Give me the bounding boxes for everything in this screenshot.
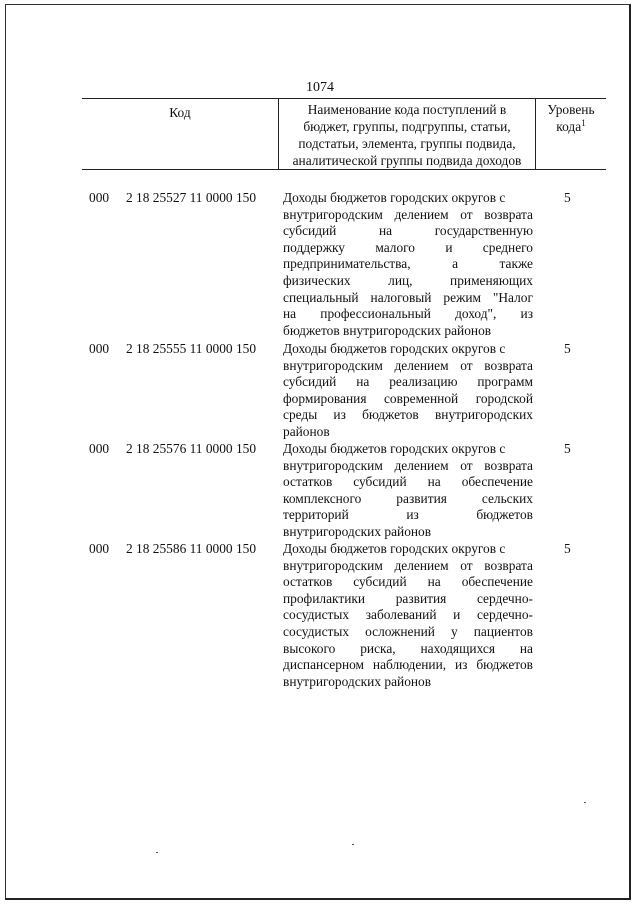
code-level: 5 bbox=[564, 541, 571, 556]
revenue-name-line: субсидий на государственную bbox=[283, 223, 533, 239]
revenue-name bbox=[283, 441, 533, 541]
header-code: Код bbox=[169, 105, 191, 120]
revenue-name-line: поддержку малого и среднего bbox=[283, 239, 533, 255]
admin-code: 000 bbox=[89, 341, 110, 356]
revenue-name-line: районов bbox=[283, 423, 330, 439]
revenue-name-line: профилактики развития сердечно- bbox=[283, 590, 533, 606]
revenue-name-line: внутригородским делением от возврата bbox=[283, 206, 533, 222]
header-name-line: бюджет, группы, подгруппы, статьи, bbox=[303, 119, 511, 134]
revenue-name-line: сосудистых заболеваний и сердечно- bbox=[283, 607, 533, 623]
revenue-name-line: остатков субсидий на обеспечение bbox=[283, 474, 533, 490]
revenue-name-line: остатков субсидий на обеспечение bbox=[283, 574, 533, 590]
revenue-name bbox=[283, 541, 533, 690]
revenue-code: 2 18 25527 11 0000 150 bbox=[126, 190, 257, 205]
header-level-word: кода bbox=[556, 119, 582, 134]
admin-code: 000 bbox=[89, 441, 110, 456]
scan-speck bbox=[156, 852, 158, 853]
code-level: 5 bbox=[564, 441, 571, 456]
revenue-name-line: внутригородских районов bbox=[283, 673, 432, 689]
revenue-name-line: высокого риска, находящихся на bbox=[283, 640, 533, 656]
revenue-name-line: комплексного развития сельских bbox=[283, 490, 533, 506]
revenue-name-line: Доходы бюджетов городских округов с bbox=[283, 341, 506, 356]
revenue-name-line: физических лиц, применяющих bbox=[283, 272, 533, 288]
revenue-name-line: среды из бюджетов внутригородских bbox=[283, 407, 533, 423]
revenue-name-line: Доходы бюджетов городских округов с bbox=[283, 441, 506, 456]
header-level-line1: Уровень bbox=[547, 102, 595, 117]
header-name-line: аналитической группы подвида доходов bbox=[292, 153, 522, 168]
revenue-code: 2 18 25555 11 0000 150 bbox=[126, 341, 257, 356]
revenue-name-line: на профессиональный доход", из bbox=[283, 306, 533, 322]
revenue-name-line: Доходы бюджетов городских округов с bbox=[283, 190, 506, 205]
revenue-name-line: субсидий на реализацию программ bbox=[283, 374, 533, 390]
code-level: 5 bbox=[564, 190, 571, 205]
scan-speck bbox=[352, 844, 354, 845]
revenue-name-line: формирования современной городской bbox=[283, 390, 533, 406]
header-name-line: подстатьи, элемента, группы подвида, bbox=[298, 136, 516, 151]
revenue-name-line: территорий из бюджетов bbox=[283, 507, 533, 523]
revenue-name-line: внутригородских районов bbox=[283, 523, 432, 539]
page-number: 1074 bbox=[306, 80, 334, 95]
header-level bbox=[536, 99, 606, 169]
revenue-name-line: специальный налоговый режим "Налог bbox=[283, 289, 533, 305]
header-name-line: Наименование кода поступлений в bbox=[307, 102, 507, 117]
table-header bbox=[82, 98, 606, 170]
scan-speck bbox=[584, 802, 586, 803]
revenue-name-line: диспансерном наблюдении, из бюджетов bbox=[283, 657, 533, 673]
revenue-name-line: предпринимательства, а также bbox=[283, 256, 533, 272]
revenue-name-line: внутригородским делением от возврата bbox=[283, 557, 533, 573]
revenue-name-line: бюджетов внутригородских районов bbox=[283, 322, 492, 338]
admin-code: 000 bbox=[89, 190, 110, 205]
revenue-name-line: сосудистых осложнений у пациентов bbox=[283, 623, 533, 639]
admin-code: 000 bbox=[89, 541, 110, 556]
revenue-code: 2 18 25586 11 0000 150 bbox=[126, 541, 257, 556]
revenue-name bbox=[283, 341, 533, 441]
header-name bbox=[278, 99, 536, 169]
revenue-name-line: внутригородским делением от возврата bbox=[283, 457, 533, 473]
revenue-name-line: внутригородским делением от возврата bbox=[283, 357, 533, 373]
revenue-name bbox=[283, 190, 533, 339]
revenue-name-line: Доходы бюджетов городских округов с bbox=[283, 541, 506, 556]
footnote-marker: 1 bbox=[581, 118, 586, 128]
code-level: 5 bbox=[564, 341, 571, 356]
header-level-line2 bbox=[536, 118, 606, 135]
revenue-code: 2 18 25576 11 0000 150 bbox=[126, 441, 257, 456]
